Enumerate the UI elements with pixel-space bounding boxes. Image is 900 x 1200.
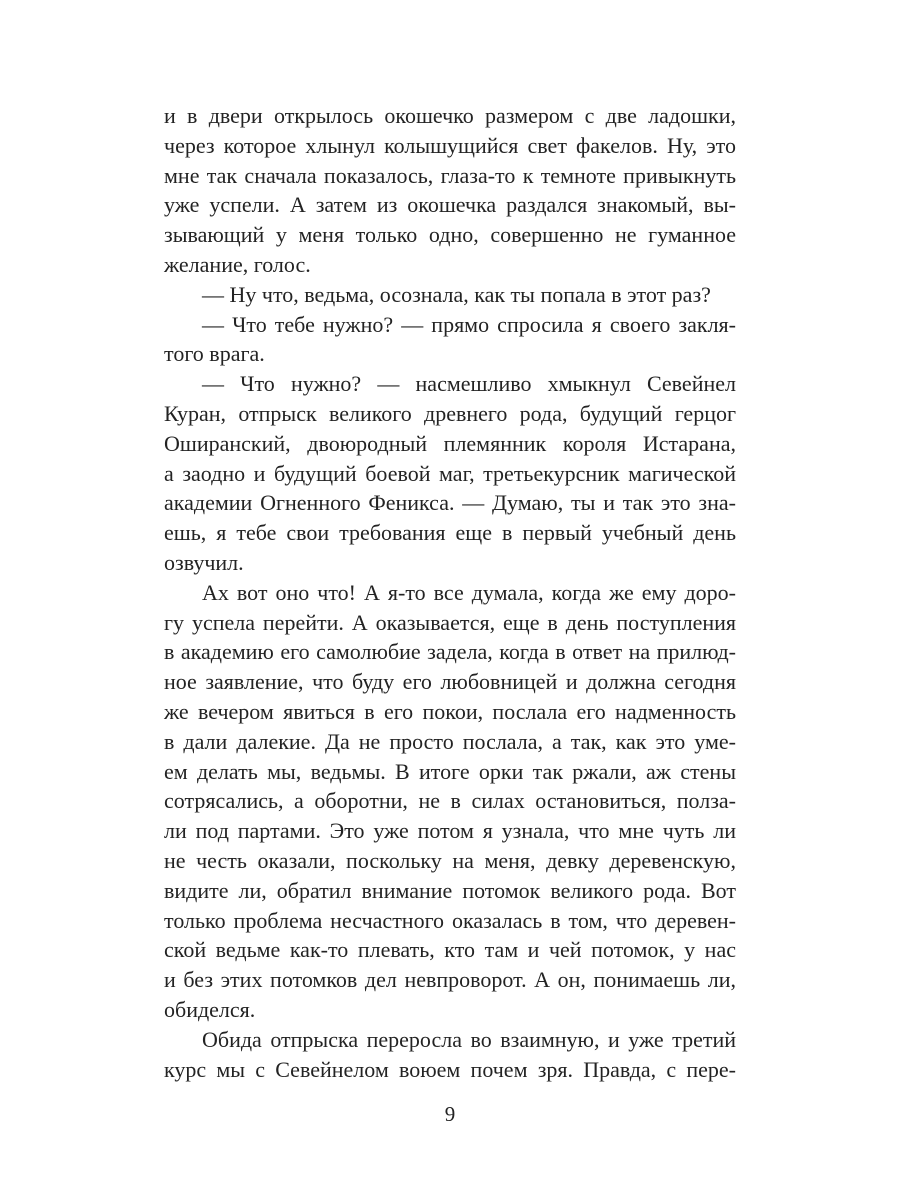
text-line: Оширанский, двоюродный племянник короля Истарана, — [164, 430, 736, 456]
body-text — [164, 101, 736, 1084]
text-line: академии Огненного Феникса. — Думаю, ты и так это зна- — [164, 490, 736, 516]
text-line: желание, голос. — [164, 251, 311, 277]
text-line: в академию его самолюбие задела, когда в ответ на прилюд- — [164, 639, 736, 665]
text-line: зывающий у меня только одно, совершенно не гуманное — [164, 222, 736, 248]
text-line: того врага. — [164, 341, 265, 367]
text-line: сотрясались, а оборотни, не в силах остановиться, полза- — [164, 788, 736, 814]
text-line: озвучил. — [164, 549, 244, 575]
text-line: и без этих потомков дел невпроворот. А он, понимаешь ли, — [164, 967, 736, 993]
text-line: уже успели. А затем из окошечка раздался знакомый, вы- — [164, 192, 736, 218]
text-line: ем делать мы, ведьмы. В итоге орки так ржали, аж стены — [164, 758, 736, 784]
text-line: курс мы с Севейнелом воюем почем зря. Правда, с пере- — [164, 1056, 736, 1082]
page-number: 9 — [444, 1102, 456, 1126]
text-line: Куран, отпрыск великого древнего рода, будущий герцог — [164, 400, 736, 426]
text-line: ли под партами. Это уже потом я узнала, что мне чуть ли — [164, 818, 736, 844]
text-line: Ах вот оно что! А я-то все думала, когда же ему доро- — [202, 579, 736, 605]
text-line: мне так сначала показалось, глаза-то к темноте привыкнуть — [164, 162, 736, 188]
text-line: а заодно и будущий боевой маг, третьекурсник магической — [164, 460, 736, 486]
text-line: же вечером явиться в его покои, послала его надменность — [164, 698, 736, 724]
text-line: в дали далекие. Да не просто послала, а так, как это уме- — [164, 728, 736, 754]
text-line: — Ну что, ведьма, осознала, как ты попала в этот раз? — [202, 281, 711, 307]
text-line: через которое хлынул колышущийся свет факелов. Ну, это — [164, 132, 736, 158]
text-line: ное заявление, что буду его любовницей и должна сегодня — [164, 669, 736, 695]
text-line: Обида отпрыска переросла во взаимную, и уже третий — [202, 1026, 736, 1052]
text-line: ской ведьме как-то плевать, кто там и чей потомок, у нас — [164, 937, 736, 963]
text-line: обиделся. — [164, 996, 256, 1022]
text-line: видите ли, обратил внимание потомок великого рода. Вот — [164, 877, 736, 903]
text-line: и в двери открылось окошечко размером с две ладошки, — [164, 103, 736, 128]
text-line: не честь оказали, поскольку на меня, девку деревенскую, — [164, 847, 736, 873]
text-line: только проблема несчастного оказалась в том, что деревен- — [164, 907, 736, 933]
text-line: — Что тебе нужно? — прямо спросила я своего закля- — [202, 311, 736, 337]
text-line: ешь, я тебе свои требования еще в первый учебный день — [164, 520, 736, 546]
text-line: гу успела перейти. А оказывается, еще в день поступления — [164, 609, 736, 635]
text-line: — Что нужно? — насмешливо хмыкнул Севейнел — [202, 371, 736, 397]
